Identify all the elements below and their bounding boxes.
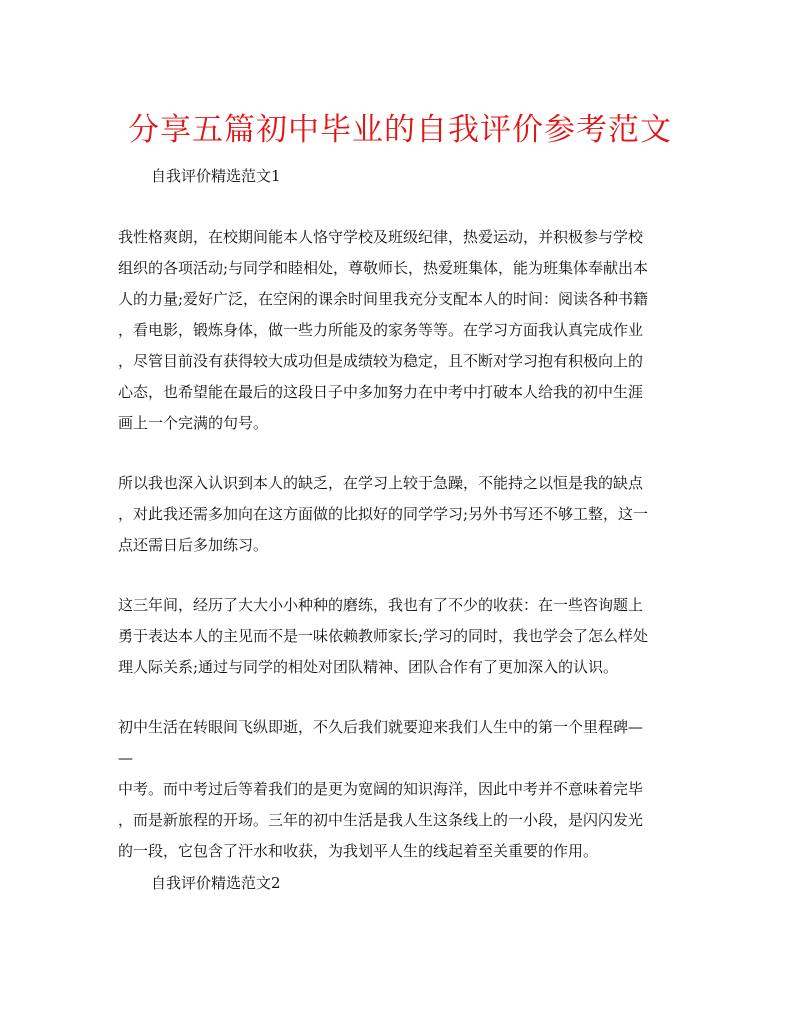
- paragraph-line: 这三年间，经历了大大小小种种的磨练，我也有了不少的收获：在一些咨询题上: [118, 596, 644, 614]
- paragraph-line: 的一段，它包含了汗水和收获，为我划平人生的线起着至关重要的作用。: [118, 842, 599, 860]
- paragraph-4: [118, 712, 688, 867]
- paragraph-1: [118, 222, 688, 439]
- paragraph-line: 组织的各项活动;与同学和睦相处，尊敬师长，热爱班集体，能为班集体奉献出本: [118, 259, 649, 277]
- paragraph-line: 理人际关系;通过与同学的相处对团队精神、团队合作有了更加深入的认识。: [118, 658, 619, 676]
- paragraph-line: ，而是新旅程的开场。三年的初中生活是我人生这条线上的一小段，是闪闪发光: [118, 811, 644, 829]
- paragraph-line: 点还需日后多加练习。: [118, 536, 269, 554]
- paragraph-line: 人的力量;爱好广泛，在空闲的课余时间里我充分支配本人的时间：阅读各种书籍: [118, 290, 649, 308]
- paragraph-line: ，看电影，锻炼身体，做一些力所能及的家务等等。在学习方面我认真完成作业: [118, 321, 644, 339]
- paragraph-line: 我性格爽朗，在校期间能本人恪守学校及班级纪律，热爱运动，并积极参与学校: [118, 228, 644, 246]
- paragraph-line: 所以我也深入认识到本人的缺乏，在学习上较于急躁，不能持之以恒是我的缺点: [118, 474, 644, 492]
- section-heading-2: 自我评价精选范文2: [151, 874, 281, 892]
- paragraph-line: 心态，也希望能在最后的这段日子中多加努力在中考中打破本人给我的初中生涯: [118, 383, 644, 401]
- paragraph-3: [118, 590, 688, 683]
- section-heading-1: 自我评价精选范文1: [151, 167, 281, 185]
- paragraph-line: 勇于表达本人的主见而不是一味依赖教师家长;学习的同时，我也学会了怎么样处: [118, 627, 649, 645]
- paragraph-2: [118, 468, 688, 561]
- paragraph-line: —: [118, 749, 133, 767]
- paragraph-line: 中考。而中考过后等着我们的是更为宽阔的知识海洋，因此中考并不意味着完毕: [118, 780, 644, 798]
- paragraph-line: ，尽管目前没有获得较大成功但是成绩较为稳定，且不断对学习抱有积极向上的: [118, 352, 644, 370]
- paragraph-line: 画上一个完满的句号。: [118, 414, 269, 432]
- page-title: 分享五篇初中毕业的自我评价参考范文: [128, 112, 672, 148]
- paragraph-line: 初中生活在转眼间飞纵即逝，不久后我们就要迎来我们人生中的第一个里程碑—: [118, 718, 644, 736]
- paragraph-line: ，对此我还需多加向在这方面做的比拟好的同学学习;另外书写还不够工整，这一: [118, 505, 649, 523]
